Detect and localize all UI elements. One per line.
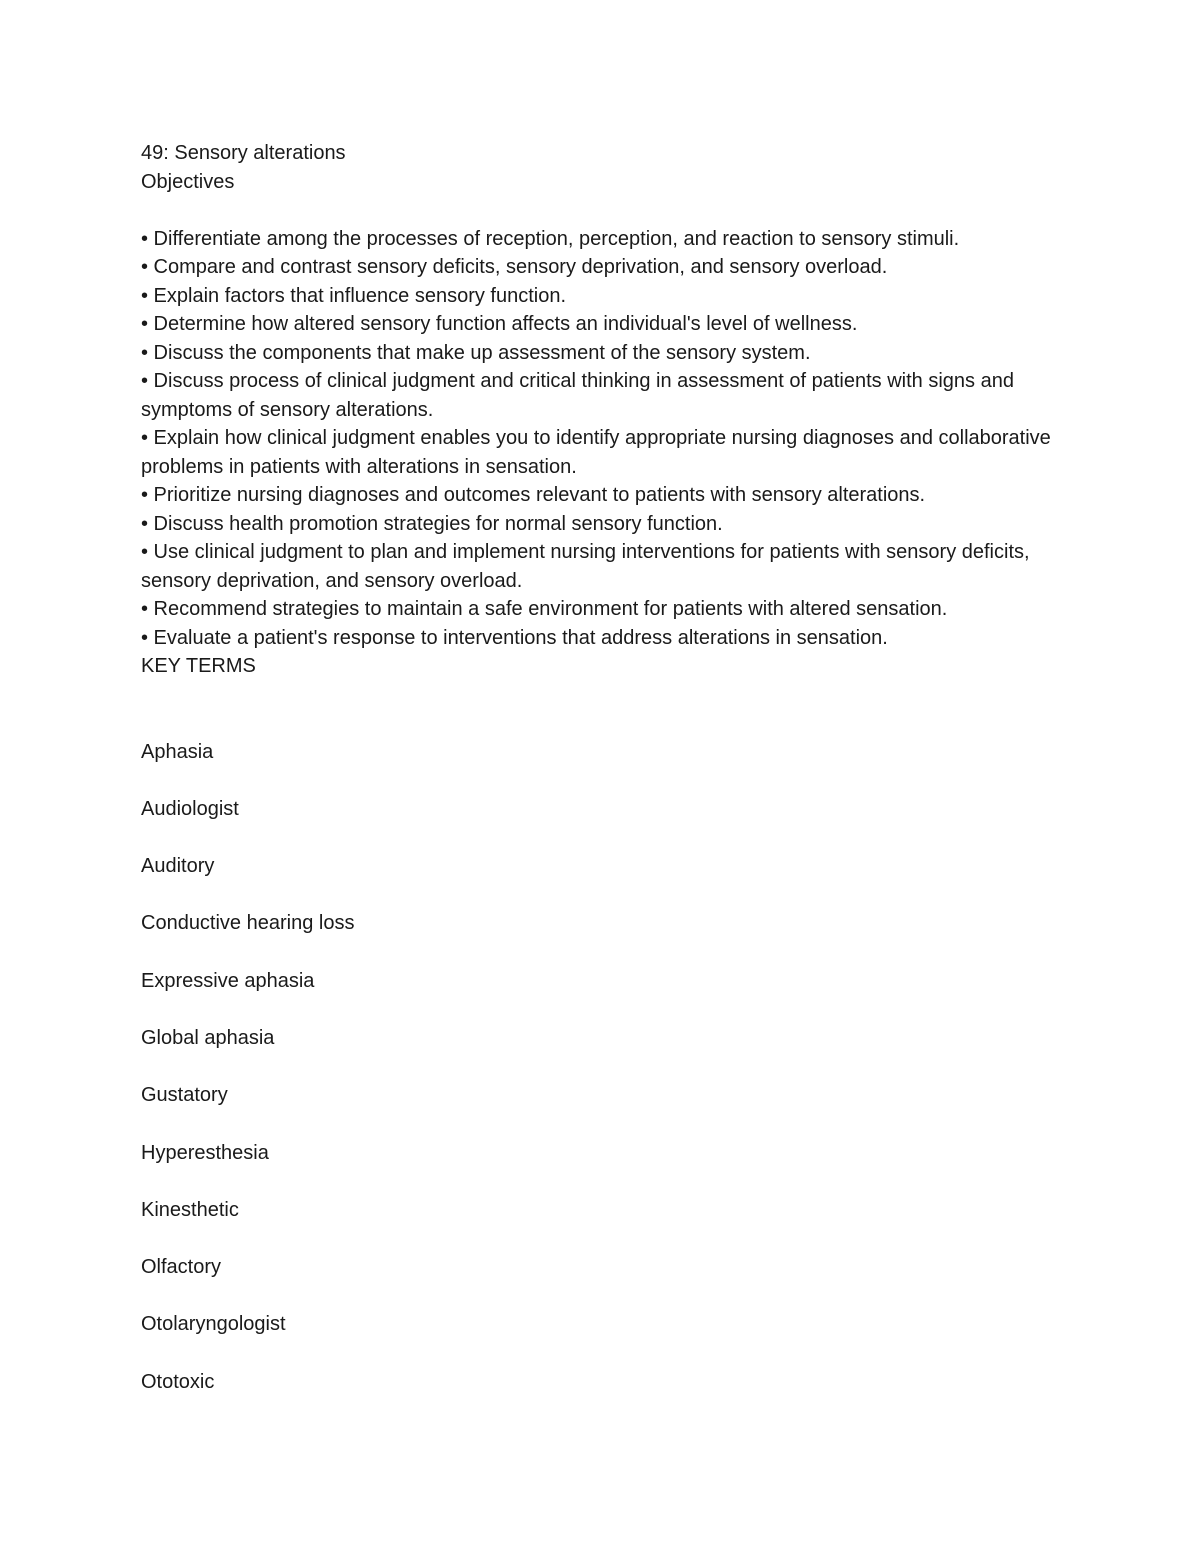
key-term: Hyperesthesia	[141, 1141, 269, 1164]
key-term: Audiologist	[141, 797, 239, 820]
objective-item: • Discuss the components that make up assessment of the sensory system.	[141, 341, 811, 364]
objective-item: • Evaluate a patient's response to interventions that address alterations in sensation.	[141, 626, 888, 649]
objective-item: • Differentiate among the processes of reception, perception, and reaction to sensory stimuli.	[141, 227, 960, 250]
key-term: Ototoxic	[141, 1370, 215, 1393]
document-page	[141, 139, 1061, 1425]
objective-item: • Recommend strategies to maintain a safe environment for patients with altered sensation.	[141, 598, 948, 620]
objectives-heading: Objectives	[141, 170, 235, 193]
objective-item: • Discuss process of clinical judgment and critical thinking in assessment of patients with signs and symptoms of sensory alterations.	[141, 370, 1014, 421]
key-terms-list	[141, 738, 1061, 1426]
objective-item: • Explain how clinical judgment enables you to identify appropriate nursing diagnoses and collaborative problems in patients with alterations in sensation.	[141, 427, 1051, 478]
key-terms-heading: KEY TERMS	[141, 655, 256, 677]
objectives-list	[141, 225, 1061, 653]
key-term: Conductive hearing loss	[141, 912, 355, 935]
key-term: Olfactory	[141, 1256, 222, 1279]
objective-item: • Use clinical judgment to plan and implement nursing interventions for patients with sensory deficits, sensory deprivation, and sensory overload.	[141, 541, 1030, 592]
key-term: Aphasia	[141, 740, 214, 763]
key-term: Global aphasia	[141, 1026, 275, 1049]
objective-item: • Discuss health promotion strategies for normal sensory function.	[141, 512, 723, 535]
objective-item: • Compare and contrast sensory deficits, sensory deprivation, and sensory overload.	[141, 256, 888, 278]
key-term: Auditory	[141, 855, 215, 878]
key-term: Expressive aphasia	[141, 969, 315, 992]
key-term: Gustatory	[141, 1084, 228, 1107]
objective-item: • Explain factors that influence sensory function.	[141, 284, 567, 307]
objective-item: • Prioritize nursing diagnoses and outcomes relevant to patients with sensory alterations.	[141, 484, 926, 506]
key-term: Kinesthetic	[141, 1198, 239, 1221]
objective-item: • Determine how altered sensory function affects an individual's level of wellness.	[141, 313, 858, 335]
key-term: Otolaryngologist	[141, 1313, 286, 1336]
document-title: 49: Sensory alterations	[141, 142, 346, 164]
